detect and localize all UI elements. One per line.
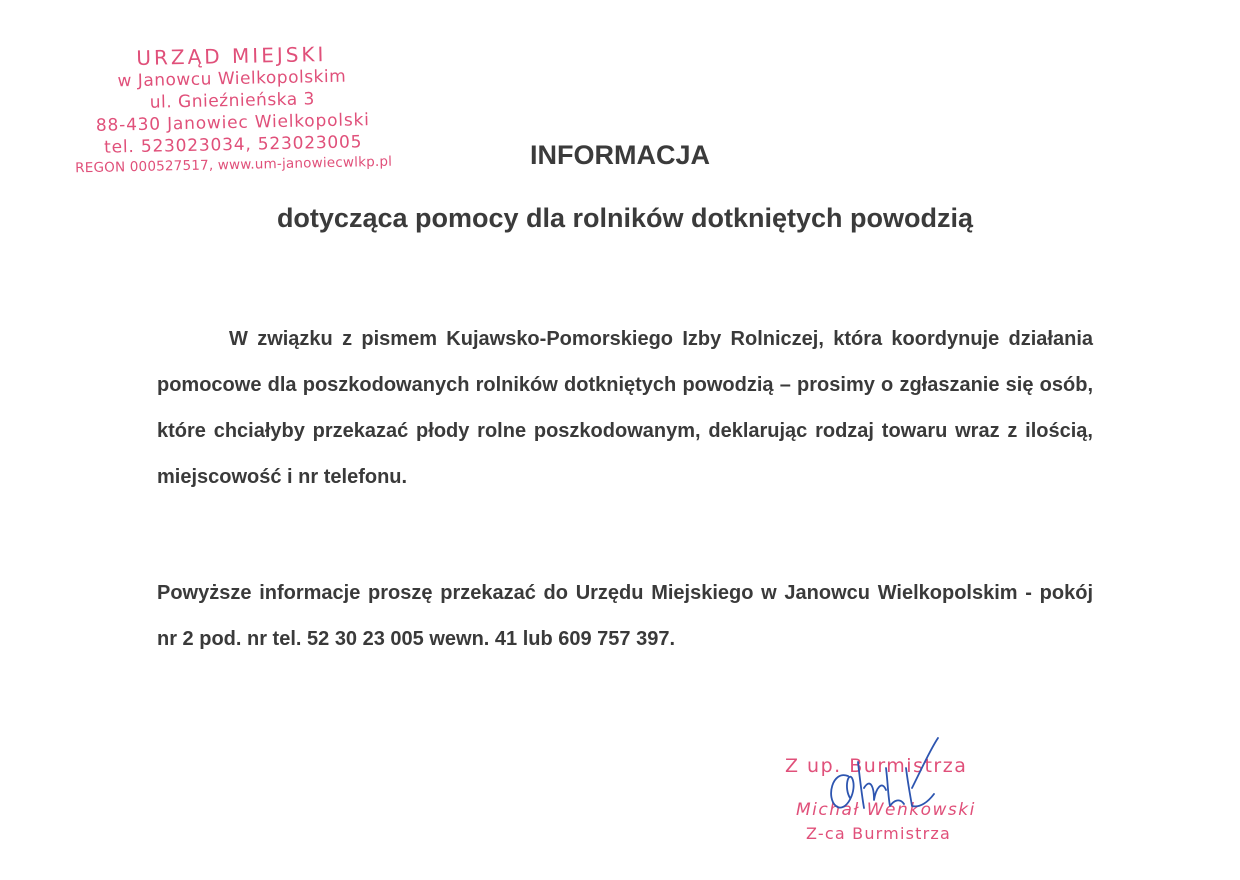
signature-stamp-name: Michał Wenkowski bbox=[796, 800, 976, 820]
stamp-office-name: URZĄD MIEJSKI bbox=[136, 42, 327, 70]
document-title: INFORMACJA bbox=[530, 140, 710, 170]
document-subtitle: dotycząca pomocy dla rolników dotkniętych powodzią bbox=[276, 203, 974, 233]
body-paragraph-1: W związku z pismem Kujawsko-Pomorskiego Izby Rolniczej, która koordynuje działania pomocowe dla poszkodowanych rolników dotkniętych powodzią – prosimy o zgłaszanie się osób, które chciałyby przekazać płody rolne poszkodowanym, deklarując rodzaj towaru wraz z ilością, miejscowość i nr telefonu. bbox=[157, 328, 1093, 488]
handwritten-signature bbox=[770, 728, 1000, 848]
signature-stamp-authority: Z up. Burmistrza bbox=[785, 755, 968, 777]
stamp-street: ul. Gnieźnieńska 3 bbox=[149, 89, 316, 113]
stamp-town: w Janowcu Wielkopolskim bbox=[117, 66, 347, 92]
signature-block bbox=[770, 728, 1000, 848]
body-paragraph-2: Powyższe informacje proszę przekazać do Urzędu Miejskiego w Janowcu Wielkopolskim - pokój nr 2 pod. nr tel. 52 30 23 005 wewn. 41 lub 609 757 397. bbox=[157, 582, 1093, 650]
signature-stamp-position: Z-ca Burmistrza bbox=[806, 824, 951, 843]
stamp-postal: 88-430 Janowiec Wielkopolski bbox=[95, 110, 370, 136]
stamp-regon: REGON 000527517, www.um-janowiecwlkp.pl bbox=[75, 153, 393, 177]
stamp-phone: tel. 523023034, 523023005 bbox=[103, 132, 363, 158]
